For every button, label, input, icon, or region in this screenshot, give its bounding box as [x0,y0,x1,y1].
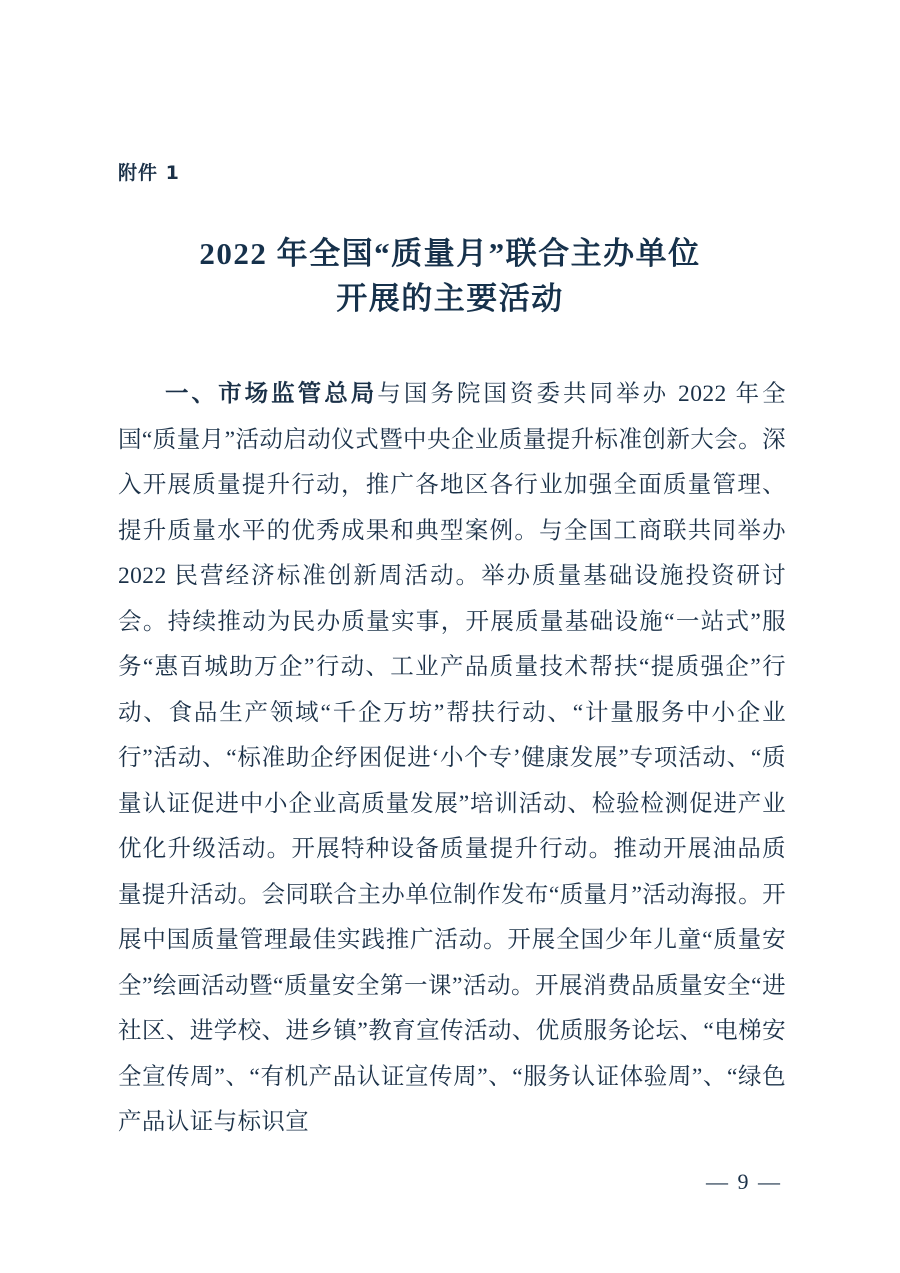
body-text [118,372,786,1146]
body-paragraph-text: 与国务院国资委共同举办 2022 年全国“质量月”活动启动仪式暨中央企业质量提升标准创新大会。深入开展质量提升行动，推广各地区各行业加强全面质量管理、提升质量水平的优秀成果和典型案例。与全国工商联共同举办 2022 民营经济标准创新周活动。举办质量基础设施投资研讨会。持续推动为民办质量实事，开展质量基础设施“一站式”服务“惠百城助万企”行动、工业产品质量技术帮扶“提质强企”行动、食品生产领域“千企万坊”帮扶行动、“计量服务中小企业行”活动、“标准助企纾困促进‘小个专’健康发展”专项活动、“质量认证促进中小企业高质量发展”培训活动、检验检测促进产业优化升级活动。开展特种设备质量提升行动。推动开展油品质量提升活动。会同联合主办单位制作发布“质量月”活动海报。开展中国质量管理最佳实践推广活动。开展全国少年儿童“质量安全”绘画活动暨“质量安全第一课”活动。开展消费品质量安全“进社区、进学校、进乡镇”教育宣传活动、优质服务论坛、“电梯安全宣传周”、“有机产品认证宣传周”、“服务认证体验周”、“绿色产品认证与标识宣 [118,381,787,1135]
page-title-line-2: 开展的主要活动 [336,280,564,316]
page-title-line-1: 2022 年全国“质量月”联合主办单位 [199,236,701,271]
page-title [118,232,782,322]
attachment-label: 附件 1 [118,162,180,184]
body-paragraph [118,372,786,1146]
page-number: — 9 — [706,1169,782,1194]
body-paragraph-lead: 一、市场监管总局 [165,381,378,407]
